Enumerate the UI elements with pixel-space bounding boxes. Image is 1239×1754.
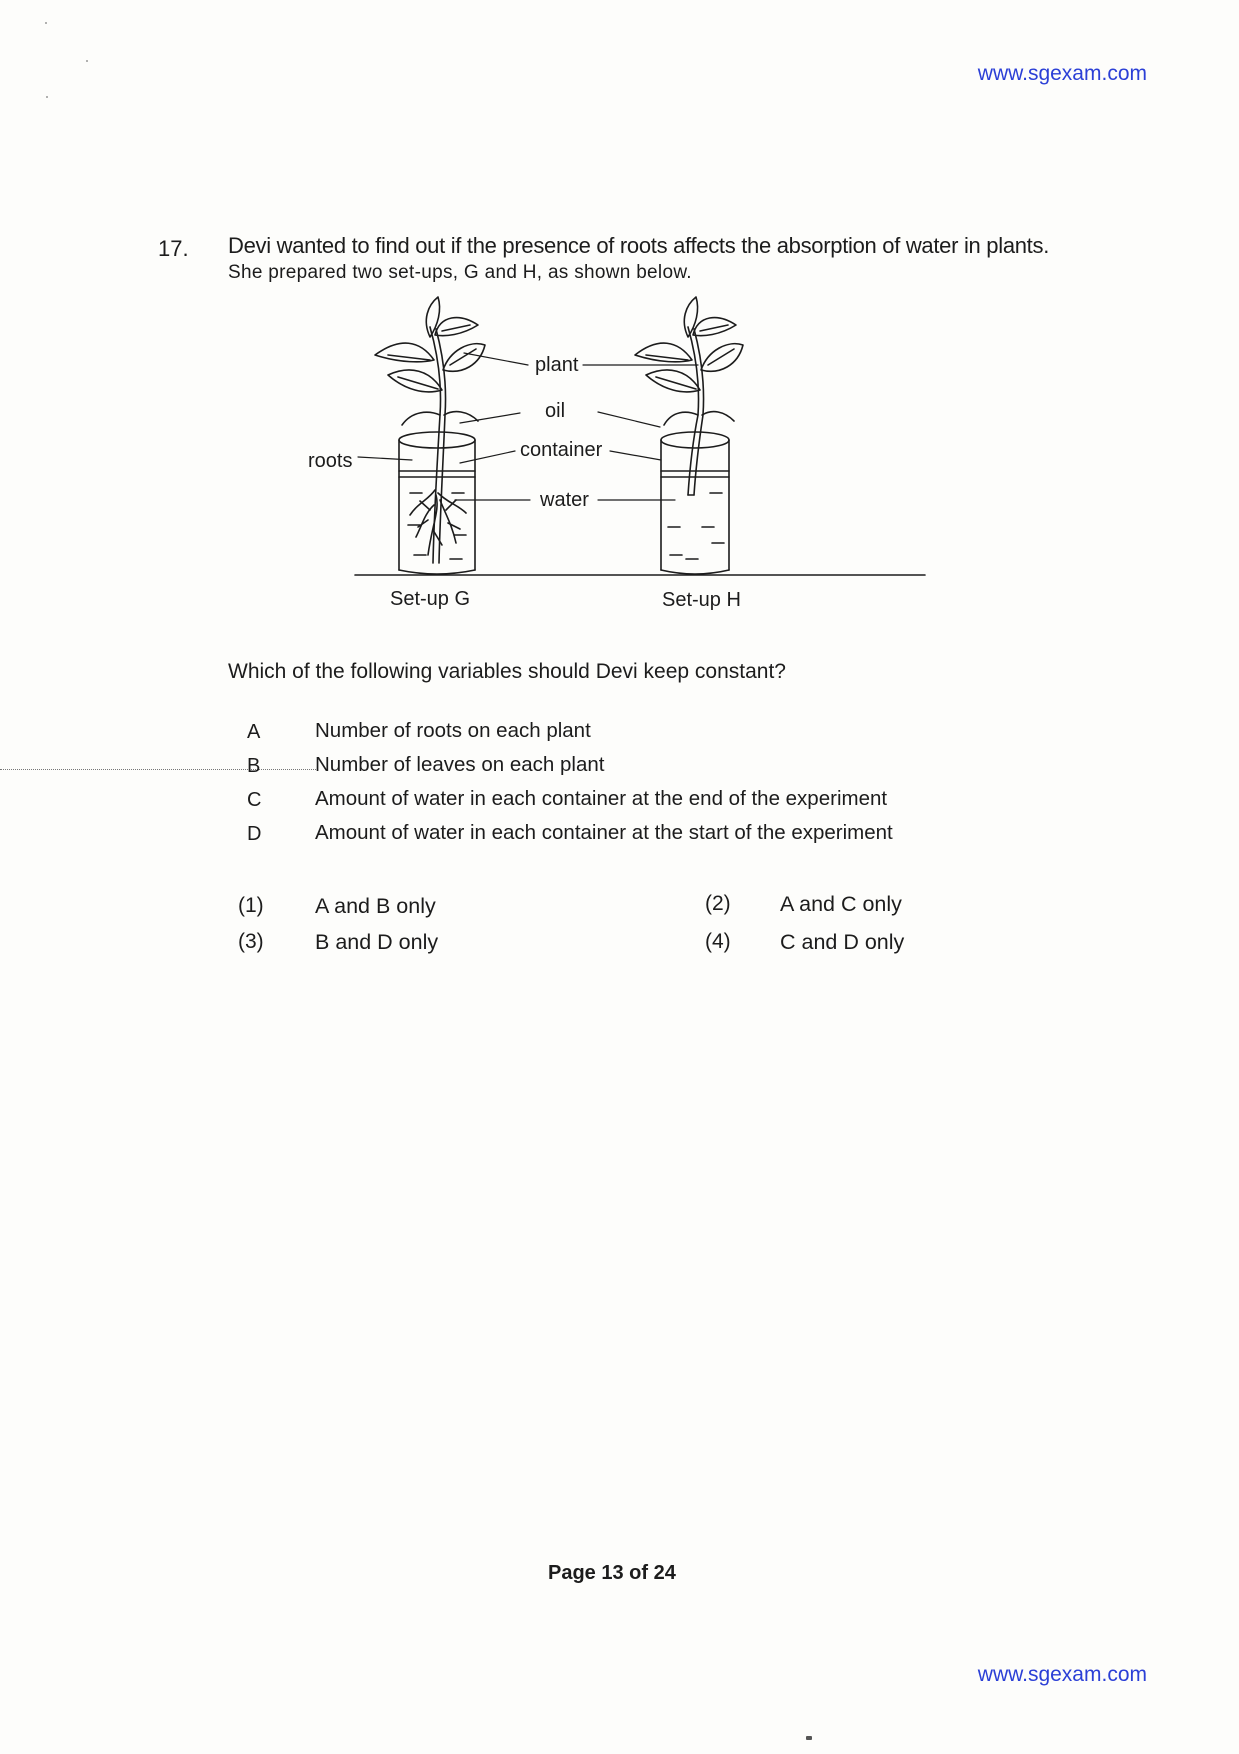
option-letter-d: D bbox=[247, 823, 262, 845]
option-text-a: Number of roots on each plant bbox=[315, 719, 591, 742]
website-link-header[interactable]: www.sgexam.com bbox=[977, 62, 1147, 85]
answer-choice-2[interactable]: A and C only bbox=[780, 892, 902, 916]
setup-h-plant bbox=[635, 297, 743, 495]
label-container: container bbox=[520, 439, 603, 461]
label-plant: plant bbox=[535, 354, 579, 376]
dotted-mark-line bbox=[0, 769, 318, 770]
setup-g-plant bbox=[375, 297, 485, 563]
answer-choice-3[interactable]: B and D only bbox=[315, 930, 439, 954]
scan-speck bbox=[46, 96, 48, 98]
website-link-footer[interactable]: www.sgexam.com bbox=[977, 1663, 1147, 1686]
scan-speck bbox=[45, 22, 47, 24]
question-prompt: Which of the following variables should Devi keep constant? bbox=[228, 660, 786, 683]
setup-h-water-marks bbox=[668, 493, 724, 559]
option-letter-c: C bbox=[247, 789, 262, 811]
question-number: 17. bbox=[158, 236, 189, 261]
option-letter-b: B bbox=[247, 755, 261, 777]
answer-choice-1[interactable]: A and B only bbox=[315, 894, 436, 918]
page-number: Page 13 of 24 bbox=[548, 1562, 676, 1584]
answer-choice-4[interactable]: C and D only bbox=[780, 930, 905, 954]
label-water: water bbox=[540, 489, 589, 511]
question-intro-line-2: She prepared two set-ups, G and H, as shown below. bbox=[228, 262, 692, 283]
answer-num-1: (1) bbox=[238, 894, 264, 917]
scan-speck bbox=[86, 60, 88, 62]
option-letter-a: A bbox=[247, 721, 261, 743]
answer-num-3: (3) bbox=[238, 930, 264, 953]
answer-num-4: (4) bbox=[705, 930, 731, 953]
label-setup-g: Set-up G bbox=[390, 588, 471, 610]
option-text-c: Amount of water in each container at the end of the experiment bbox=[315, 787, 888, 810]
scan-speck bbox=[806, 1736, 812, 1740]
option-text-b: Number of leaves on each plant bbox=[315, 753, 605, 776]
experiment-diagram bbox=[308, 315, 930, 625]
label-setup-h: Set-up H bbox=[662, 589, 741, 611]
answer-num-2: (2) bbox=[705, 892, 731, 915]
option-text-d: Amount of water in each container at the start of the experiment bbox=[315, 821, 893, 844]
label-roots: roots bbox=[308, 450, 353, 472]
question-intro-line-1: Devi wanted to find out if the presence of roots affects the absorption of water in plants. bbox=[228, 233, 1050, 258]
label-oil: oil bbox=[545, 400, 566, 422]
setup-h-container bbox=[661, 432, 729, 574]
